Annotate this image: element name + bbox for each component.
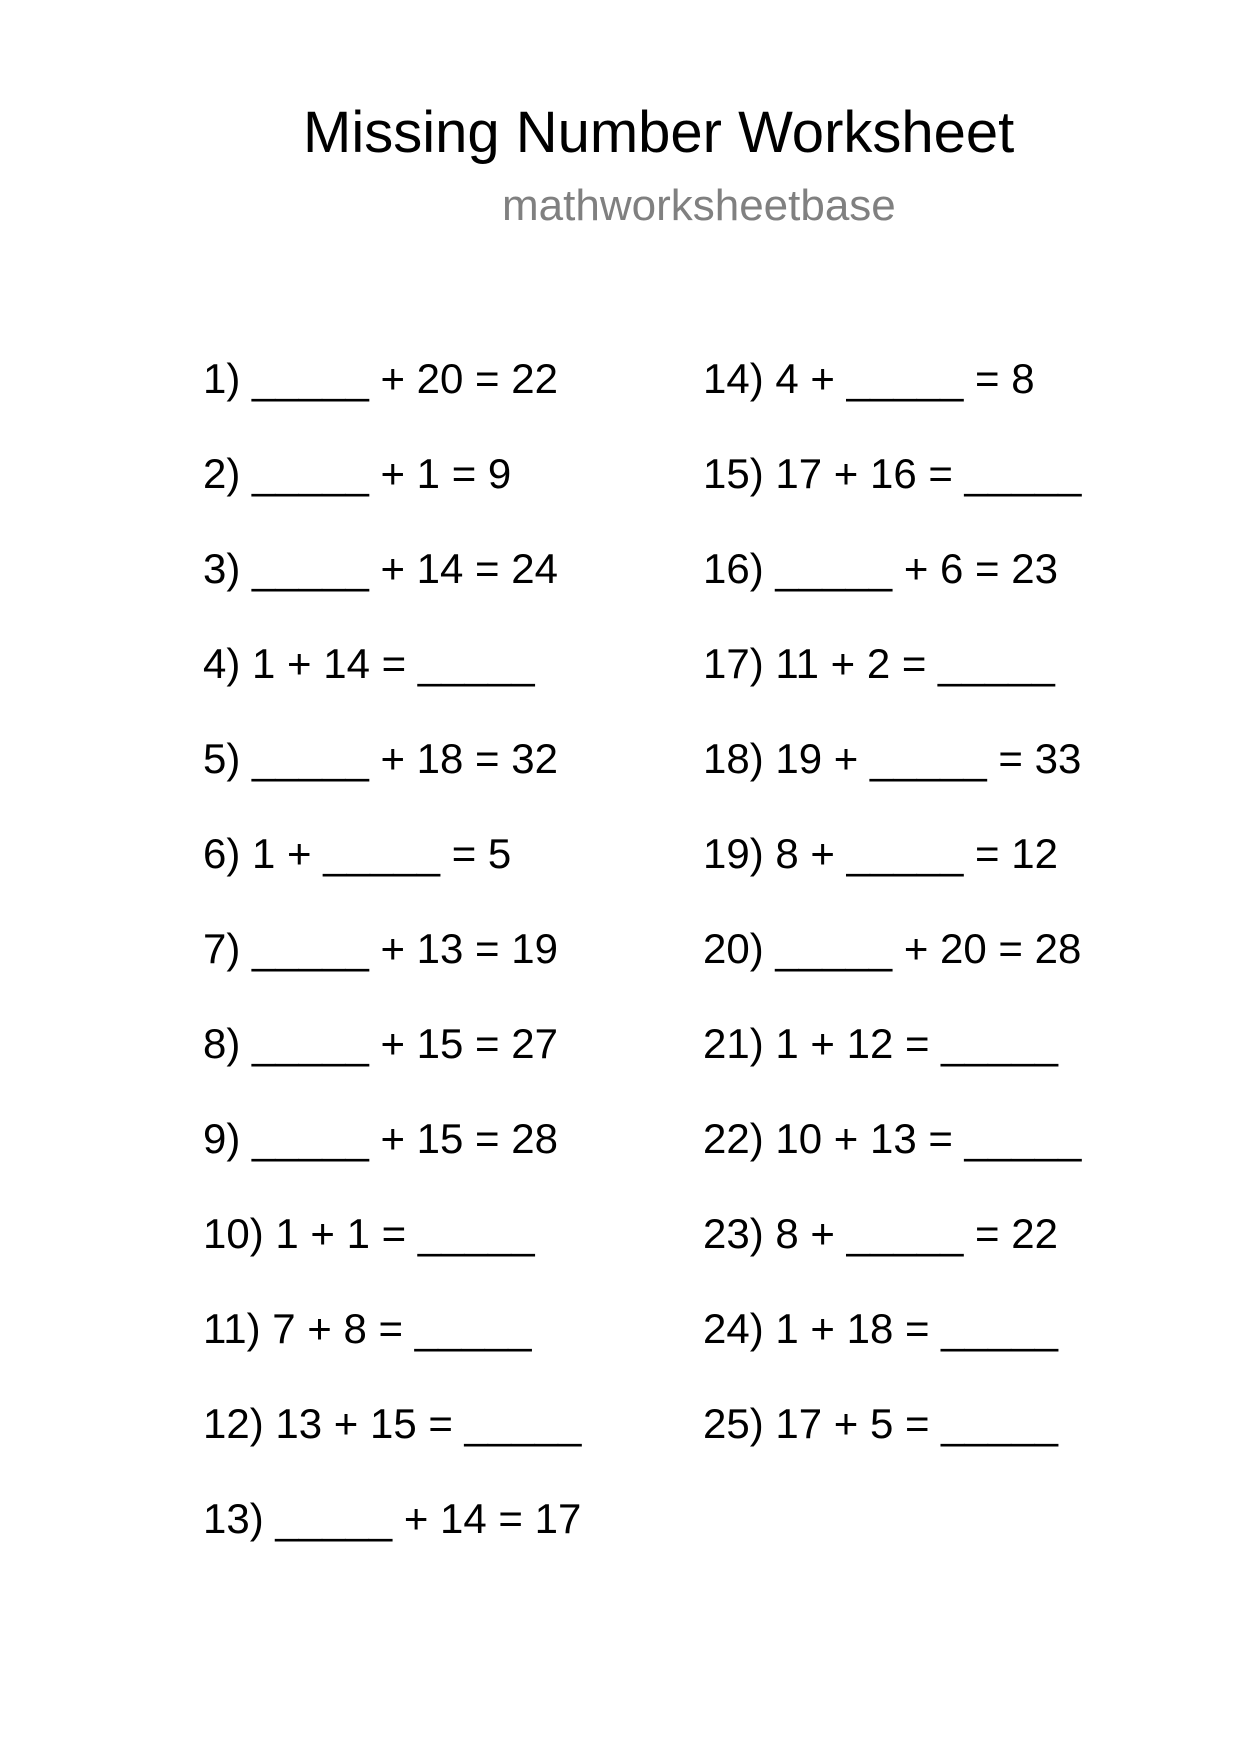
problem-item: 4) 1 + 14 = _____	[203, 640, 535, 687]
problem-item: 7) _____ + 13 = 19	[203, 925, 558, 972]
problem-item: 16) _____ + 6 = 23	[703, 545, 1058, 592]
problem-item: 24) 1 + 18 = _____	[703, 1305, 1058, 1352]
problem-item: 21) 1 + 12 = _____	[703, 1020, 1058, 1067]
problem-item: 23) 8 + _____ = 22	[703, 1210, 1058, 1257]
problem-item: 15) 17 + 16 = _____	[703, 450, 1082, 497]
problem-item: 10) 1 + 1 = _____	[203, 1210, 535, 1257]
problem-item: 25) 17 + 5 = _____	[703, 1400, 1058, 1447]
problem-item: 6) 1 + _____ = 5	[203, 830, 512, 877]
site-watermark: mathworksheetbase	[502, 181, 896, 230]
problem-item: 18) 19 + _____ = 33	[703, 735, 1082, 782]
problem-item: 19) 8 + _____ = 12	[703, 830, 1058, 877]
problem-item: 17) 11 + 2 = _____	[703, 640, 1055, 687]
problem-item: 12) 13 + 15 = _____	[203, 1400, 582, 1447]
problem-item: 5) _____ + 18 = 32	[203, 735, 558, 782]
problem-item: 13) _____ + 14 = 17	[203, 1495, 582, 1542]
problem-item: 8) _____ + 15 = 27	[203, 1020, 558, 1067]
problem-item: 20) _____ + 20 = 28	[703, 925, 1082, 972]
problem-item: 14) 4 + _____ = 8	[703, 355, 1035, 402]
problem-item: 22) 10 + 13 = _____	[703, 1115, 1082, 1162]
problem-item: 1) _____ + 20 = 22	[203, 355, 558, 402]
problem-item: 11) 7 + 8 = _____	[203, 1305, 532, 1352]
problem-item: 9) _____ + 15 = 28	[203, 1115, 558, 1162]
problem-item: 2) _____ + 1 = 9	[203, 450, 512, 497]
page-title: Missing Number Worksheet	[303, 100, 1015, 165]
problem-item: 3) _____ + 14 = 24	[203, 545, 558, 592]
